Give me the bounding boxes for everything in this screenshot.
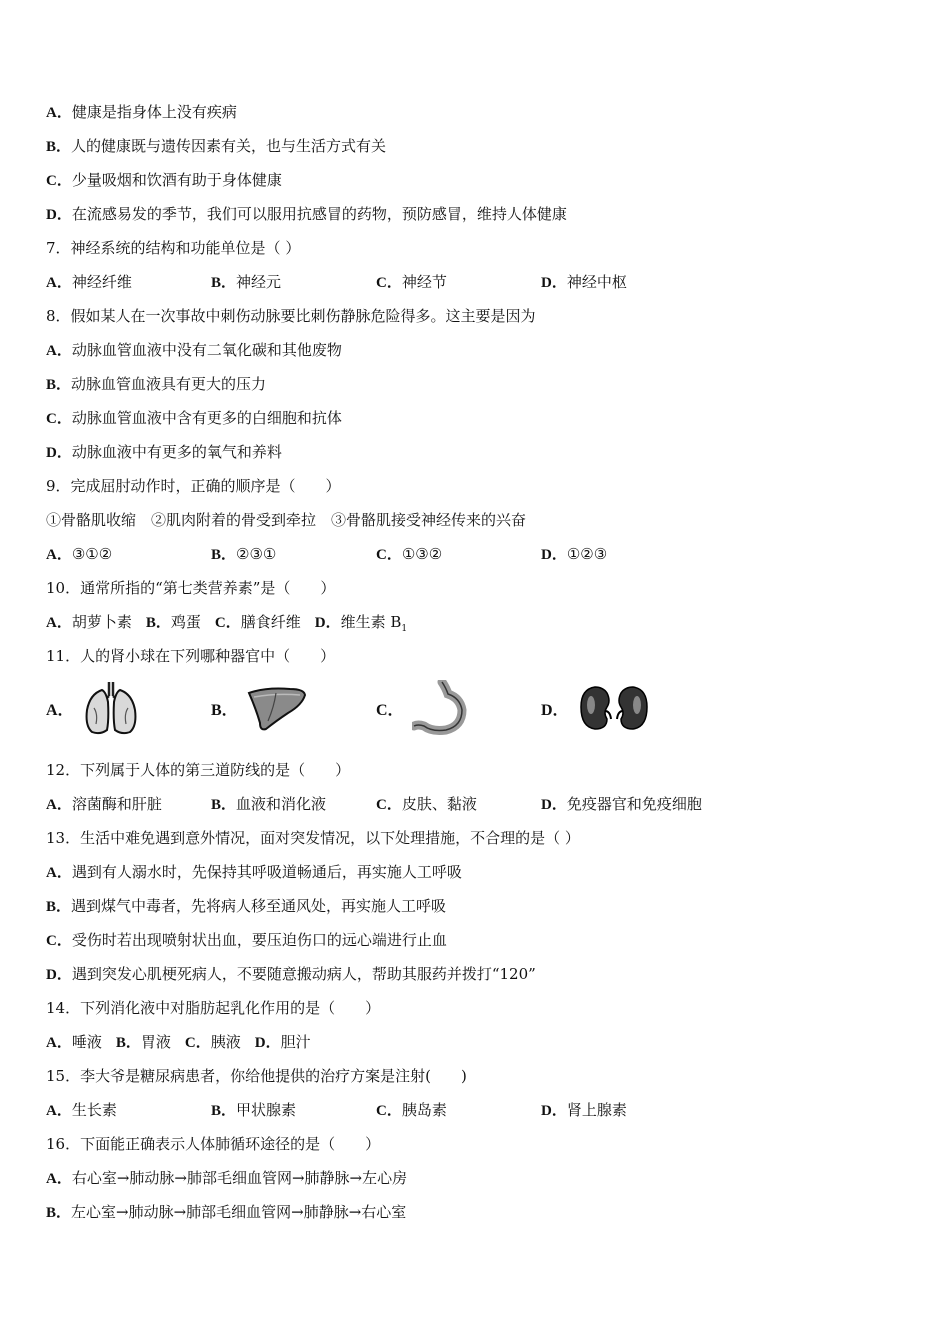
q14-option-b: B．胃液 — [115, 1033, 171, 1051]
q12-option-d: D．免疫器官和免疫细胞 — [541, 795, 702, 813]
q14-option-d: D．胆汁 — [254, 1033, 311, 1051]
q8-stem: 8．假如某人在一次事故中刺伤动脉要比刺伤静脉危险得多。这主要是因为 — [46, 307, 536, 325]
q11-stem: 11．人的肾小球在下列哪种器官中（ ） — [46, 647, 336, 665]
q14-options — [46, 1030, 916, 1064]
q15-option-d: D．肾上腺素 — [541, 1101, 627, 1119]
q9-option-d: D．①②③ — [541, 545, 608, 563]
q16-option-b: B．左心室→肺动脉→肺部毛细血管网→肺静脉→右心室 — [46, 1203, 407, 1221]
q16-stem: 16．下面能正确表示人体肺循环途径的是（ ） — [46, 1135, 381, 1153]
exam-page — [46, 100, 916, 1234]
q11-option-c: C． — [376, 678, 470, 738]
q11-image-options — [46, 678, 916, 758]
q10-options — [46, 610, 916, 644]
q10-stem: 10．通常所指的“第七类营养素”是（ ） — [46, 579, 336, 597]
q13-option-a: A．遇到有人溺水时，先保持其呼吸道畅通后，再实施人工呼吸 — [46, 863, 462, 881]
q9-stem: 9．完成屈肘动作时，正确的顺序是（ ） — [46, 477, 341, 495]
liver-icon — [246, 683, 308, 733]
q10-option-a: A．胡萝卜素 — [46, 613, 132, 631]
q8-option-d: D．动脉血液中有更多的氧气和养料 — [46, 443, 282, 461]
kidneys-icon — [577, 683, 651, 733]
q13-option-b: B．遇到煤气中毒者，先将病人移至通风处，再实施人工呼吸 — [46, 897, 447, 915]
q13-option-d: D．遇到突发心肌梗死病人，不要随意搬动病人，帮助其服药并拨打“120” — [46, 965, 536, 983]
q9-items: ①骨骼肌收缩 ②肌肉附着的骨受到牵拉 ③骨骼肌接受神经传来的兴奋 — [46, 511, 527, 529]
q12-options — [46, 792, 916, 826]
q7-option-a: A．神经纤维 — [46, 273, 132, 291]
q10-option-c: C．膳食纤维 — [214, 613, 301, 631]
q13-option-c: C．受伤时若出现喷射状出血，要压迫伤口的远心端进行止血 — [46, 931, 447, 949]
q6-option-b: B．人的健康既与遗传因素有关，也与生活方式有关 — [46, 137, 387, 155]
q9-options — [46, 542, 916, 576]
q7-option-d: D．神经中枢 — [541, 273, 627, 291]
q11-option-d: D． — [541, 678, 651, 738]
q6-option-a: A．健康是指身体上没有疾病 — [46, 103, 237, 121]
q16-option-a: A．右心室→肺动脉→肺部毛细血管网→肺静脉→左心房 — [46, 1169, 408, 1187]
q13-stem: 13．生活中难免遇到意外情况，面对突发情况，以下处理措施，不合理的是（ ） — [46, 829, 580, 847]
q15-option-c: C．胰岛素 — [376, 1101, 447, 1119]
q8-option-c: C．动脉血管血液中含有更多的白细胞和抗体 — [46, 409, 342, 427]
stomach-icon — [412, 680, 470, 736]
q7-options — [46, 270, 916, 304]
q12-option-b: B．血液和消化液 — [211, 795, 327, 813]
q9-option-c: C．①③② — [376, 545, 443, 563]
q15-option-b: B．甲状腺素 — [211, 1101, 297, 1119]
q6-option-d: D．在流感易发的季节，我们可以服用抗感冒的药物，预防感冒，维持人体健康 — [46, 205, 567, 223]
vitamin-subscript: 1 — [401, 624, 408, 634]
lungs-icon — [82, 680, 140, 736]
q15-option-a: A．生长素 — [46, 1101, 117, 1119]
q8-option-a: A．动脉血管血液中没有二氧化碳和其他废物 — [46, 341, 342, 359]
q15-options — [46, 1098, 916, 1132]
q12-option-c: C．皮肤、黏液 — [376, 795, 477, 813]
q10-option-d: D．维生素 $B_1$ — [314, 613, 408, 634]
q7-option-b: B．神经元 — [211, 273, 282, 291]
q11-option-a: A． — [46, 678, 140, 738]
q14-stem: 14．下列消化液中对脂肪起乳化作用的是（ ） — [46, 999, 381, 1017]
q12-option-a: A．溶菌酶和肝脏 — [46, 795, 162, 813]
q14-option-c: C．胰液 — [184, 1033, 241, 1051]
q7-stem: 7．神经系统的结构和功能单位是（ ） — [46, 239, 301, 257]
q14-option-a: A．唾液 — [46, 1033, 102, 1051]
q12-stem: 12．下列属于人体的第三道防线的是（ ） — [46, 761, 351, 779]
q15-stem: 15．李大爷是糖尿病患者，你给他提供的治疗方案是注射( ) — [46, 1067, 467, 1085]
q8-option-b: B．动脉血管血液具有更大的压力 — [46, 375, 267, 393]
q9-option-a: A．③①② — [46, 545, 113, 563]
q7-option-c: C．神经节 — [376, 273, 447, 291]
q10-option-b: B．鸡蛋 — [145, 613, 201, 631]
q6-option-c: C．少量吸烟和饮酒有助于身体健康 — [46, 171, 282, 189]
q11-option-b: B． — [211, 678, 308, 738]
q9-option-b: B．②③① — [211, 545, 277, 563]
